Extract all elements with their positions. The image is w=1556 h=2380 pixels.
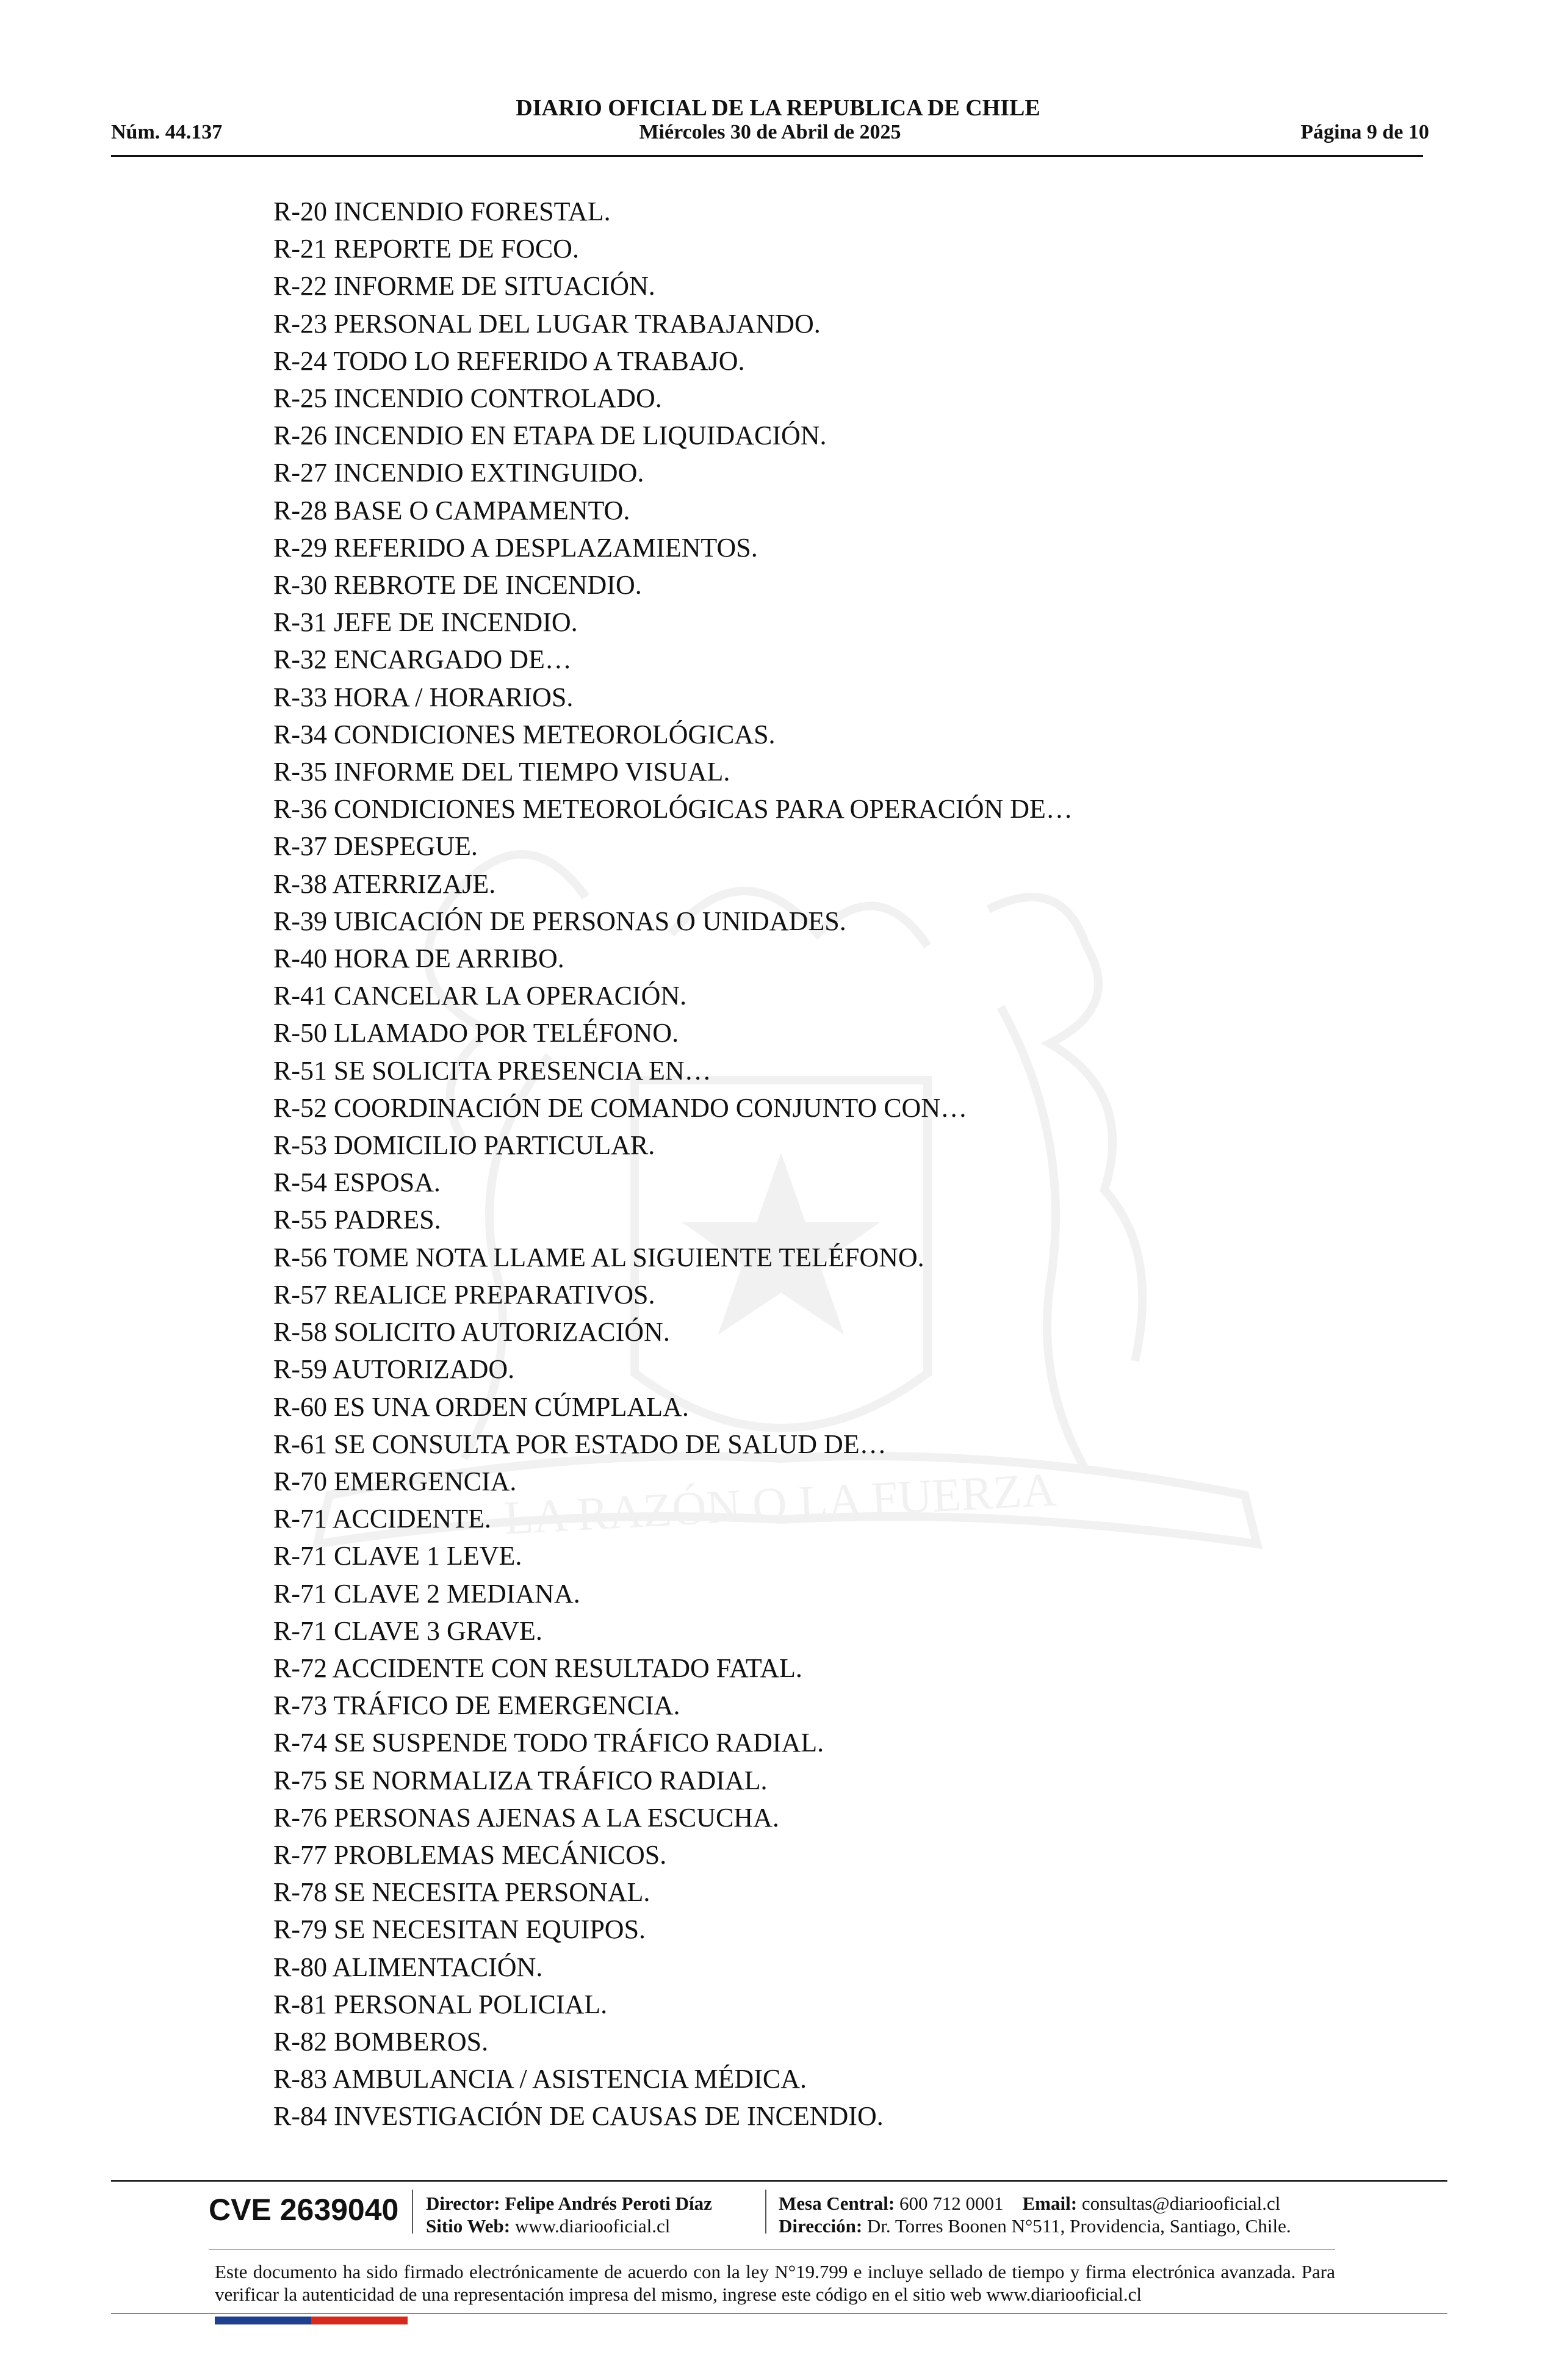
code-item: R-80 ALIMENTACIÓN. [273,1952,543,1982]
code-item: R-21 REPORTE DE FOCO. [273,234,579,264]
code-item: R-50 LLAMADO POR TELÉFONO. [273,1018,679,1048]
code-item: R-32 ENCARGADO DE… [273,644,572,675]
director-label: Director: [426,2193,500,2214]
code-item: R-53 DOMICILIO PARTICULAR. [273,1130,655,1161]
code-item: R-57 REALICE PREPARATIVOS. [273,1279,655,1310]
footer-separator [765,2190,766,2234]
code-item: R-71 ACCIDENTE. [273,1504,491,1534]
code-item: R-71 CLAVE 1 LEVE. [273,1541,522,1571]
address-text: Dr. Torres Boonen N°511, Providencia, Santiago, Chile. [866,2215,1291,2237]
code-item: R-51 SE SOLICITA PRESENCIA EN… [273,1055,711,1086]
code-item: R-24 TODO LO REFERIDO A TRABAJO. [273,345,745,376]
website-link[interactable]: www.diariooficial.cl [514,2215,671,2237]
header-row [111,121,1429,144]
header-divider [111,155,1423,157]
code-item: R-25 INCENDIO CONTROLADO. [273,383,662,414]
code-item: R-36 CONDICIONES METEOROLÓGICAS PARA OPERACIÓN DE… [273,794,1073,824]
code-item: R-40 HORA DE ARRIBO. [273,943,564,974]
code-item: R-26 INCENDIO EN ETAPA DE LIQUIDACIÓN. [273,420,827,451]
code-item: R-30 REBROTE DE INCENDIO. [273,570,642,600]
code-item: R-20 INCENDIO FORESTAL. [273,197,611,226]
code-item: R-61 SE CONSULTA POR ESTADO DE SALUD DE… [273,1429,887,1459]
flag-stripe-blue [215,2317,311,2324]
footer-inner-divider [209,2249,1335,2250]
code-item: R-84 INVESTIGACIÓN DE CAUSAS DE INCENDIO. [273,2101,884,2132]
publication-date: Miércoles 30 de Abril de 2025 [639,121,901,143]
code-item: R-71 CLAVE 2 MEDIANA. [273,1578,580,1609]
code-item: R-58 SOLICITO AUTORIZACIÓN. [273,1317,670,1347]
phone-label: Mesa Central: [779,2193,895,2214]
code-item: R-74 SE SUSPENDE TODO TRÁFICO RADIAL. [273,1728,824,1758]
email-link[interactable]: consultas@diariooficial.cl [1081,2193,1281,2214]
code-item: R-55 PADRES. [273,1205,441,1235]
code-item: R-29 REFERIDO A DESPLAZAMIENTOS. [273,532,758,563]
code-item: R-31 JEFE DE INCENDIO. [273,607,578,638]
code-item: R-27 INCENDIO EXTINGUIDO. [273,458,644,488]
footer-divider [111,2180,1447,2182]
page-number: Página 9 de 10 [1300,121,1429,143]
address-label: Dirección: [779,2215,863,2237]
website-label: Sitio Web: [426,2215,511,2237]
code-item: R-34 CONDICIONES METEOROLÓGICAS. [273,719,776,749]
code-item: R-83 AMBULANCIA / ASISTENCIA MÉDICA. [273,2064,807,2094]
code-item: R-73 TRÁFICO DE EMERGENCIA. [273,1690,680,1721]
code-item: R-78 SE NECESITA PERSONAL. [273,1877,650,1908]
cve-code: CVE 2639040 [209,2193,399,2227]
code-item: R-37 DESPEGUE. [273,831,478,862]
code-item: R-72 ACCIDENTE CON RESULTADO FATAL. [273,1653,802,1683]
footer-director-block [426,2192,712,2237]
radio-code-list [273,193,1073,2135]
code-item: R-41 CANCELAR LA OPERACIÓN. [273,981,687,1011]
code-item: R-38 ATERRIZAJE. [273,868,496,899]
code-item: R-39 UBICACIÓN DE PERSONAS O UNIDADES. [273,906,846,936]
code-item: R-35 INFORME DEL TIEMPO VISUAL. [273,757,730,787]
email-label: Email: [1022,2193,1078,2214]
code-item: R-81 PERSONAL POLICIAL. [273,1989,608,2019]
footer-bottom-divider [111,2313,1447,2314]
code-item: R-59 AUTORIZADO. [273,1354,515,1385]
flag-stripe-red [311,2317,408,2324]
code-item: R-22 INFORME DE SITUACIÓN. [273,271,655,301]
code-item: R-70 EMERGENCIA. [273,1466,517,1496]
code-item: R-79 SE NECESITAN EQUIPOS. [273,1914,646,1945]
watermark-motto: LA RAZÓN O LA FUERZA [503,1462,1058,1545]
footer-contact-block [779,2192,1291,2237]
code-item: R-60 ES UNA ORDEN CÚMPLALA. [273,1391,689,1422]
code-item: R-33 HORA / HORARIOS. [273,682,574,712]
code-item: R-28 BASE O CAMPAMENTO. [273,495,630,525]
code-item: R-82 BOMBEROS. [273,2026,489,2057]
code-item: R-23 PERSONAL DEL LUGAR TRABAJANDO. [273,308,821,339]
code-item: R-75 SE NORMALIZA TRÁFICO RADIAL. [273,1765,768,1795]
phone-number: 600 712 0001 [899,2193,1004,2214]
code-item: R-71 CLAVE 3 GRAVE. [273,1615,542,1646]
code-item: R-52 COORDINACIÓN DE COMANDO CONJUNTO CON… [273,1092,968,1123]
director-name: Felipe Andrés Peroti Díaz [505,2193,712,2214]
issue-number: Núm. 44.137 [111,121,223,143]
publication-title: DIARIO OFICIAL DE LA REPUBLICA DE CHILE [516,95,1040,121]
code-item: R-54 ESPOSA. [273,1167,441,1198]
code-item: R-76 PERSONAS AJENAS A LA ESCUCHA. [273,1802,779,1833]
code-item: R-56 TOME NOTA LLAME AL SIGUIENTE TELÉFONO. [273,1242,924,1272]
signature-disclaimer: Este documento ha sido firmado electrónicamente de acuerdo con la ley N°19.799 e incluye sellado de tiempo y firma electrónica avanzada. Para verificar la autenticidad de una representación impresa del mismo, ingrese este código en el sitio web www.diariooficial.cl [215,2261,1335,2305]
code-item: R-77 PROBLEMAS MECÁNICOS. [273,1839,667,1870]
footer-separator [412,2190,413,2234]
